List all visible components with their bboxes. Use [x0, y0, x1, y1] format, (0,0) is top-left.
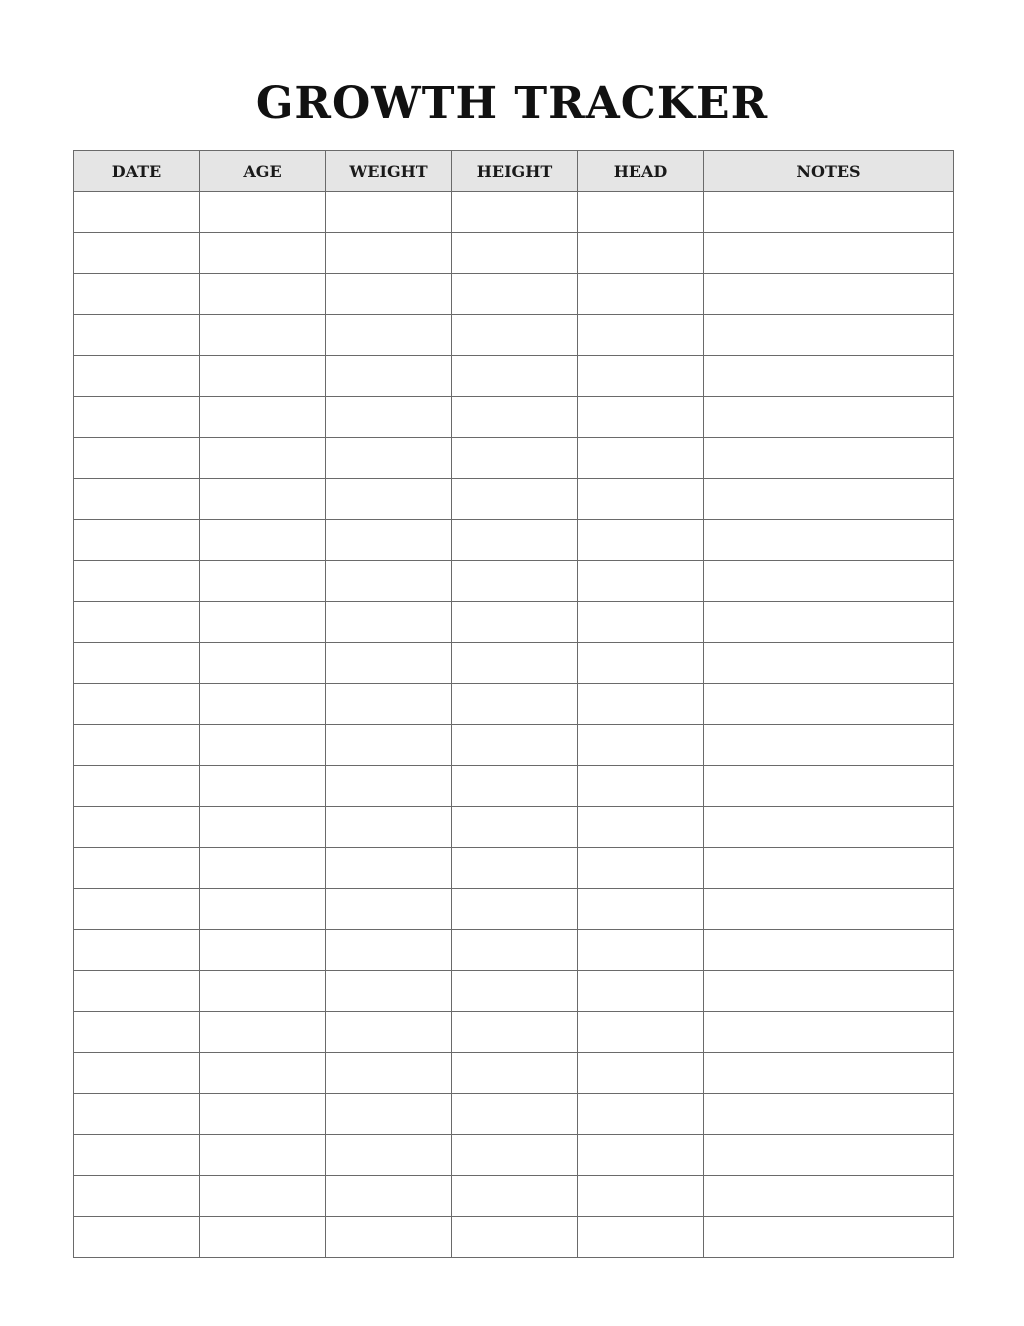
- cell-height: [452, 192, 578, 233]
- cell-age: [200, 233, 326, 274]
- cell-height: [452, 1176, 578, 1217]
- table-row: [74, 438, 954, 479]
- cell-age: [200, 602, 326, 643]
- cell-height: [452, 233, 578, 274]
- cell-weight: [326, 971, 452, 1012]
- table-row: [74, 1094, 954, 1135]
- cell-head: [578, 1094, 704, 1135]
- cell-head: [578, 192, 704, 233]
- cell-weight: [326, 807, 452, 848]
- cell-head: [578, 438, 704, 479]
- cell-age: [200, 438, 326, 479]
- table-row: [74, 520, 954, 561]
- cell-date: [74, 479, 200, 520]
- cell-height: [452, 643, 578, 684]
- cell-weight: [326, 1012, 452, 1053]
- cell-notes: [704, 684, 954, 725]
- cell-head: [578, 1217, 704, 1258]
- table-row: [74, 848, 954, 889]
- cell-weight: [326, 1135, 452, 1176]
- table-row: [74, 356, 954, 397]
- cell-notes: [704, 520, 954, 561]
- cell-notes: [704, 274, 954, 315]
- cell-date: [74, 643, 200, 684]
- cell-weight: [326, 684, 452, 725]
- cell-notes: [704, 602, 954, 643]
- table-row: [74, 479, 954, 520]
- cell-age: [200, 766, 326, 807]
- cell-date: [74, 1053, 200, 1094]
- table-row: [74, 192, 954, 233]
- cell-weight: [326, 725, 452, 766]
- cell-notes: [704, 930, 954, 971]
- cell-notes: [704, 233, 954, 274]
- cell-age: [200, 643, 326, 684]
- cell-age: [200, 971, 326, 1012]
- table-row: [74, 643, 954, 684]
- table-row: [74, 930, 954, 971]
- cell-height: [452, 1012, 578, 1053]
- cell-weight: [326, 1217, 452, 1258]
- cell-notes: [704, 807, 954, 848]
- cell-date: [74, 807, 200, 848]
- cell-date: [74, 192, 200, 233]
- cell-weight: [326, 930, 452, 971]
- cell-weight: [326, 561, 452, 602]
- cell-age: [200, 274, 326, 315]
- cell-height: [452, 315, 578, 356]
- cell-age: [200, 315, 326, 356]
- cell-notes: [704, 561, 954, 602]
- cell-age: [200, 1135, 326, 1176]
- cell-weight: [326, 274, 452, 315]
- column-header-notes: NOTES: [704, 151, 954, 192]
- cell-date: [74, 971, 200, 1012]
- table-row: [74, 397, 954, 438]
- table-row: [74, 807, 954, 848]
- cell-weight: [326, 356, 452, 397]
- cell-head: [578, 397, 704, 438]
- cell-head: [578, 766, 704, 807]
- cell-date: [74, 1176, 200, 1217]
- cell-notes: [704, 643, 954, 684]
- cell-height: [452, 561, 578, 602]
- cell-height: [452, 274, 578, 315]
- cell-date: [74, 233, 200, 274]
- cell-notes: [704, 1176, 954, 1217]
- cell-head: [578, 561, 704, 602]
- table-body: [74, 192, 954, 1258]
- cell-weight: [326, 889, 452, 930]
- table-row: [74, 684, 954, 725]
- cell-date: [74, 1217, 200, 1258]
- cell-weight: [326, 766, 452, 807]
- cell-head: [578, 807, 704, 848]
- cell-notes: [704, 1012, 954, 1053]
- cell-head: [578, 889, 704, 930]
- cell-date: [74, 1094, 200, 1135]
- cell-date: [74, 602, 200, 643]
- cell-age: [200, 520, 326, 561]
- cell-weight: [326, 479, 452, 520]
- cell-age: [200, 1217, 326, 1258]
- cell-notes: [704, 766, 954, 807]
- cell-height: [452, 602, 578, 643]
- cell-height: [452, 684, 578, 725]
- table-row: [74, 889, 954, 930]
- cell-height: [452, 1053, 578, 1094]
- cell-date: [74, 356, 200, 397]
- cell-date: [74, 561, 200, 602]
- cell-height: [452, 930, 578, 971]
- cell-head: [578, 930, 704, 971]
- table-row: [74, 725, 954, 766]
- table-row: [74, 315, 954, 356]
- cell-date: [74, 766, 200, 807]
- cell-height: [452, 356, 578, 397]
- cell-height: [452, 889, 578, 930]
- table-row: [74, 766, 954, 807]
- cell-height: [452, 520, 578, 561]
- cell-notes: [704, 192, 954, 233]
- table-row: [74, 602, 954, 643]
- cell-age: [200, 356, 326, 397]
- cell-age: [200, 807, 326, 848]
- cell-notes: [704, 848, 954, 889]
- cell-weight: [326, 315, 452, 356]
- cell-weight: [326, 602, 452, 643]
- cell-head: [578, 520, 704, 561]
- cell-date: [74, 274, 200, 315]
- cell-age: [200, 1012, 326, 1053]
- table-row: [74, 1217, 954, 1258]
- cell-age: [200, 725, 326, 766]
- cell-head: [578, 274, 704, 315]
- table-row: [74, 274, 954, 315]
- cell-head: [578, 315, 704, 356]
- table-row: [74, 1176, 954, 1217]
- cell-weight: [326, 643, 452, 684]
- cell-notes: [704, 1094, 954, 1135]
- cell-date: [74, 520, 200, 561]
- cell-weight: [326, 1176, 452, 1217]
- cell-weight: [326, 233, 452, 274]
- cell-weight: [326, 1053, 452, 1094]
- column-header-head: HEAD: [578, 151, 704, 192]
- cell-date: [74, 315, 200, 356]
- cell-height: [452, 1094, 578, 1135]
- cell-head: [578, 356, 704, 397]
- cell-height: [452, 397, 578, 438]
- cell-weight: [326, 520, 452, 561]
- cell-notes: [704, 971, 954, 1012]
- cell-notes: [704, 1053, 954, 1094]
- cell-head: [578, 971, 704, 1012]
- table-header-row: [74, 151, 954, 192]
- cell-notes: [704, 315, 954, 356]
- cell-age: [200, 1094, 326, 1135]
- cell-age: [200, 561, 326, 602]
- cell-height: [452, 971, 578, 1012]
- cell-date: [74, 438, 200, 479]
- growth-tracker-table: [73, 150, 954, 1258]
- cell-date: [74, 725, 200, 766]
- cell-age: [200, 1176, 326, 1217]
- cell-age: [200, 479, 326, 520]
- cell-head: [578, 848, 704, 889]
- column-header-height: HEIGHT: [452, 151, 578, 192]
- cell-head: [578, 725, 704, 766]
- table-row: [74, 971, 954, 1012]
- cell-notes: [704, 397, 954, 438]
- cell-head: [578, 684, 704, 725]
- cell-head: [578, 479, 704, 520]
- cell-age: [200, 930, 326, 971]
- cell-date: [74, 889, 200, 930]
- cell-age: [200, 848, 326, 889]
- cell-head: [578, 1053, 704, 1094]
- cell-weight: [326, 192, 452, 233]
- cell-head: [578, 643, 704, 684]
- cell-date: [74, 1135, 200, 1176]
- cell-date: [74, 684, 200, 725]
- cell-height: [452, 848, 578, 889]
- cell-date: [74, 930, 200, 971]
- cell-notes: [704, 438, 954, 479]
- cell-head: [578, 233, 704, 274]
- cell-age: [200, 192, 326, 233]
- cell-notes: [704, 479, 954, 520]
- column-header-age: AGE: [200, 151, 326, 192]
- cell-weight: [326, 848, 452, 889]
- cell-notes: [704, 1217, 954, 1258]
- cell-head: [578, 1012, 704, 1053]
- cell-notes: [704, 725, 954, 766]
- table-row: [74, 1012, 954, 1053]
- cell-notes: [704, 356, 954, 397]
- cell-height: [452, 479, 578, 520]
- cell-date: [74, 1012, 200, 1053]
- cell-height: [452, 807, 578, 848]
- cell-height: [452, 1135, 578, 1176]
- cell-age: [200, 1053, 326, 1094]
- cell-head: [578, 1176, 704, 1217]
- cell-notes: [704, 889, 954, 930]
- cell-height: [452, 725, 578, 766]
- cell-age: [200, 684, 326, 725]
- cell-weight: [326, 438, 452, 479]
- cell-date: [74, 848, 200, 889]
- column-header-weight: WEIGHT: [326, 151, 452, 192]
- cell-weight: [326, 1094, 452, 1135]
- table-row: [74, 233, 954, 274]
- cell-head: [578, 602, 704, 643]
- cell-date: [74, 397, 200, 438]
- table-row: [74, 1053, 954, 1094]
- cell-head: [578, 1135, 704, 1176]
- cell-age: [200, 397, 326, 438]
- cell-height: [452, 1217, 578, 1258]
- cell-height: [452, 438, 578, 479]
- table-row: [74, 1135, 954, 1176]
- table-row: [74, 561, 954, 602]
- cell-age: [200, 889, 326, 930]
- cell-notes: [704, 1135, 954, 1176]
- cell-weight: [326, 397, 452, 438]
- cell-height: [452, 766, 578, 807]
- page-title: GROWTH TRACKER: [255, 78, 769, 129]
- column-header-date: DATE: [74, 151, 200, 192]
